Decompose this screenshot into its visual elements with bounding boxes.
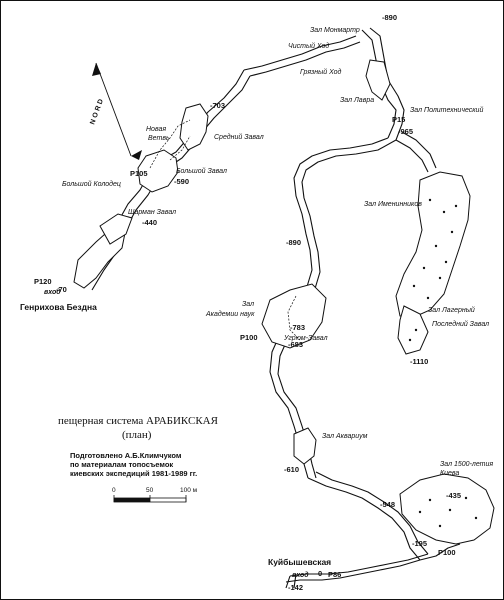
chamber-srednii-zaval <box>180 104 208 150</box>
label-bolshoi-kolodec: Большой Колодец <box>62 181 121 188</box>
label-zal-imeninnikov: Зал Именинников <box>364 201 422 208</box>
credit-line-3: киевских экспедиций 1981-1989 гг. <box>70 469 198 478</box>
pit-p15: P15 <box>392 115 406 124</box>
label-novaya-vetv-1: Новая <box>146 126 167 133</box>
label-zal-akademii-2: Академии наук <box>206 311 255 318</box>
label-zal-akademii-1: Зал <box>242 301 255 308</box>
chamber-akvarium <box>294 428 316 464</box>
depth-435: -435 <box>446 491 462 500</box>
label-sharman-zaval: Шарман Завал <box>128 209 177 216</box>
scale-tick-100: 100 м <box>180 487 198 494</box>
label-gryaznyi-hod: Грязный Ход <box>300 69 342 76</box>
entrance-genrikhova-vhod: вход <box>44 289 61 296</box>
depth-548: -548 <box>380 500 396 509</box>
depth-890-top: -890 <box>382 13 398 22</box>
depth-783: -783 <box>290 323 306 332</box>
depth-590: -590 <box>174 177 190 186</box>
scale-bar <box>114 495 186 502</box>
depth-610: -610 <box>284 465 300 474</box>
label-novaya-vetv-2: Ветвь <box>148 135 170 142</box>
depth-142: -142 <box>288 583 304 592</box>
pit-p86: P86 <box>328 570 342 579</box>
label-chistyi-hod: Чистый Ход <box>288 43 330 50</box>
depth-195: -195 <box>412 539 428 548</box>
credit-line-2: по материалам топосъемок <box>70 460 174 469</box>
label-zal-lavra: Зал Лавра <box>340 97 375 104</box>
label-zal-lagernyi: Зал Лагерный <box>428 307 475 314</box>
label-zal-monmartr: Зал Монмартр <box>310 27 360 34</box>
label-zal-politeh: Зал Политехнический <box>410 107 484 114</box>
depth-703: -703 <box>210 101 226 110</box>
label-zal-akvarium: Зал Аквариум <box>322 433 368 440</box>
north-label: NORD <box>89 96 106 126</box>
map-title-line1: пещерная система АРАБИКСКАЯ <box>58 415 218 427</box>
label-ugryum-zaval: Угрюм-Завал <box>284 335 328 342</box>
depth-965: -965 <box>398 127 414 136</box>
label-poslednii-zaval: Последний Завал <box>432 321 490 328</box>
pit-p100-left: P100 <box>240 333 258 342</box>
entrance-kuibyshevskaya: Куйбышевская <box>268 557 332 567</box>
pit-p120: P120 <box>34 277 52 286</box>
pit-p105: P105 <box>130 169 148 178</box>
label-bolshoi-zaval: Большой Завал <box>176 168 227 175</box>
scale-tick-0: 0 <box>112 487 116 494</box>
depth-440: -440 <box>142 218 158 227</box>
depth-1110: -1110 <box>410 357 429 366</box>
entrance-genrikhova: Генрихова Бездна <box>20 302 97 312</box>
scale-tick-50: 50 <box>146 487 154 494</box>
map-title-line2: (план) <box>122 429 152 441</box>
label-srednii-zaval: Средний Завал <box>214 134 264 141</box>
depth-890-mid: -890 <box>286 238 302 247</box>
pit-p100-right: P100 <box>438 548 456 557</box>
label-zal-1500-2: Киева <box>440 470 460 477</box>
label-zal-1500-1: Зал 1500-летия <box>440 461 494 468</box>
depth-70: -70 <box>56 285 67 294</box>
depth-683: -683 <box>288 340 304 349</box>
credit-line-1: Подготовлено А.Б.Климчуком <box>70 451 182 460</box>
entrance-kuibyshevskaya-vhod: вход <box>292 572 309 579</box>
chamber-lavra <box>366 60 390 100</box>
depth-0: 0 <box>318 569 323 578</box>
chamber-imeninnikov <box>396 172 470 318</box>
